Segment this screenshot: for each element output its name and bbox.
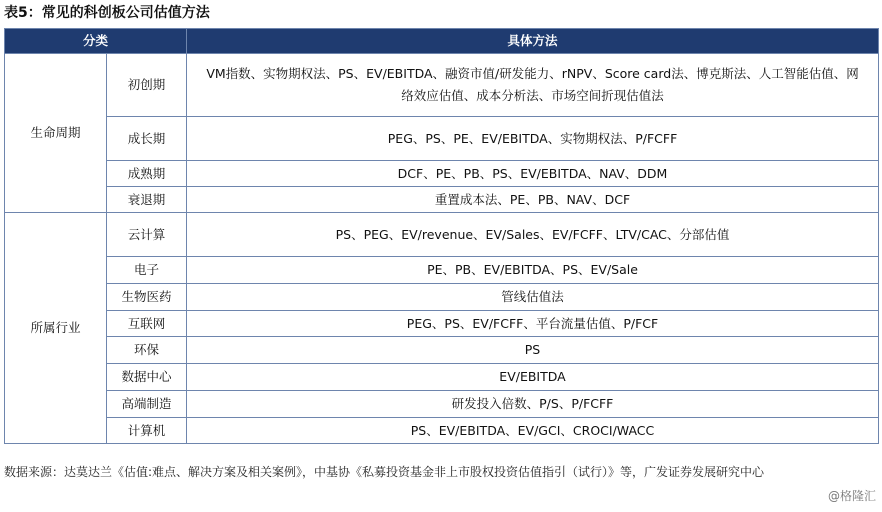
row-label: 互联网: [107, 311, 187, 337]
row-methods: PE、PB、EV/EBITDA、PS、EV/Sale: [187, 257, 879, 284]
row-methods: PS、EV/EBITDA、EV/GCI、CROCI/WACC: [187, 418, 879, 444]
table-row: [5, 257, 879, 284]
table-row: [5, 311, 879, 337]
table-row: [5, 213, 879, 257]
row-label: 云计算: [107, 213, 187, 257]
table-row: [5, 337, 879, 364]
data-source-note: 数据来源：达莫达兰《估值:难点、解决方案及相关案例》，中基协《私募投资基金非上市股权投资估值指引（试行）》等，广发证券发展研究中心: [4, 465, 765, 479]
row-label: 数据中心: [107, 364, 187, 391]
watermark: @格隆汇: [827, 489, 876, 503]
row-label: 环保: [107, 337, 187, 364]
row-methods: EV/EBITDA: [187, 364, 879, 391]
table-row: [5, 54, 879, 117]
row-label: 电子: [107, 257, 187, 284]
table-row: [5, 284, 879, 311]
row-label: 成长期: [107, 117, 187, 161]
row-methods: 管线估值法: [187, 284, 879, 311]
row-label: 生物医药: [107, 284, 187, 311]
row-methods: PS: [187, 337, 879, 364]
table-header-row: [5, 29, 879, 54]
row-label: 成熟期: [107, 161, 187, 187]
group-lifecycle: 生命周期: [5, 54, 107, 213]
row-label: 高端制造: [107, 391, 187, 418]
table-row: [5, 418, 879, 444]
row-label: 初创期: [107, 54, 187, 117]
table-row: [5, 391, 879, 418]
row-methods: PEG、PS、PE、EV/EBITDA、实物期权法、P/FCFF: [187, 117, 879, 161]
group-industry: 所属行业: [5, 213, 107, 444]
header-methods: 具体方法: [187, 29, 879, 54]
valuation-methods-table: [4, 28, 879, 444]
row-methods: 研发投入倍数、P/S、P/FCFF: [187, 391, 879, 418]
table-row: [5, 187, 879, 213]
row-label: 计算机: [107, 418, 187, 444]
row-methods: PEG、PS、EV/FCFF、平台流量估值、P/FCF: [187, 311, 879, 337]
row-methods: VM指数、实物期权法、PS、EV/EBITDA、融资市值/研发能力、rNPV、Score card法、博克斯法、人工智能估值、网络效应估值、成本分析法、市场空间折现估值法: [187, 54, 879, 117]
table-row: [5, 161, 879, 187]
row-label: 衰退期: [107, 187, 187, 213]
table-row: [5, 117, 879, 161]
table-row: [5, 364, 879, 391]
table-title: 表5：常见的科创板公司估值方法: [4, 5, 210, 21]
row-methods: 重置成本法、PE、PB、NAV、DCF: [187, 187, 879, 213]
row-methods: PS、PEG、EV/revenue、EV/Sales、EV/FCFF、LTV/CAC、分部估值: [187, 213, 879, 257]
row-methods: DCF、PE、PB、PS、EV/EBITDA、NAV、DDM: [187, 161, 879, 187]
header-category: 分类: [5, 29, 187, 54]
